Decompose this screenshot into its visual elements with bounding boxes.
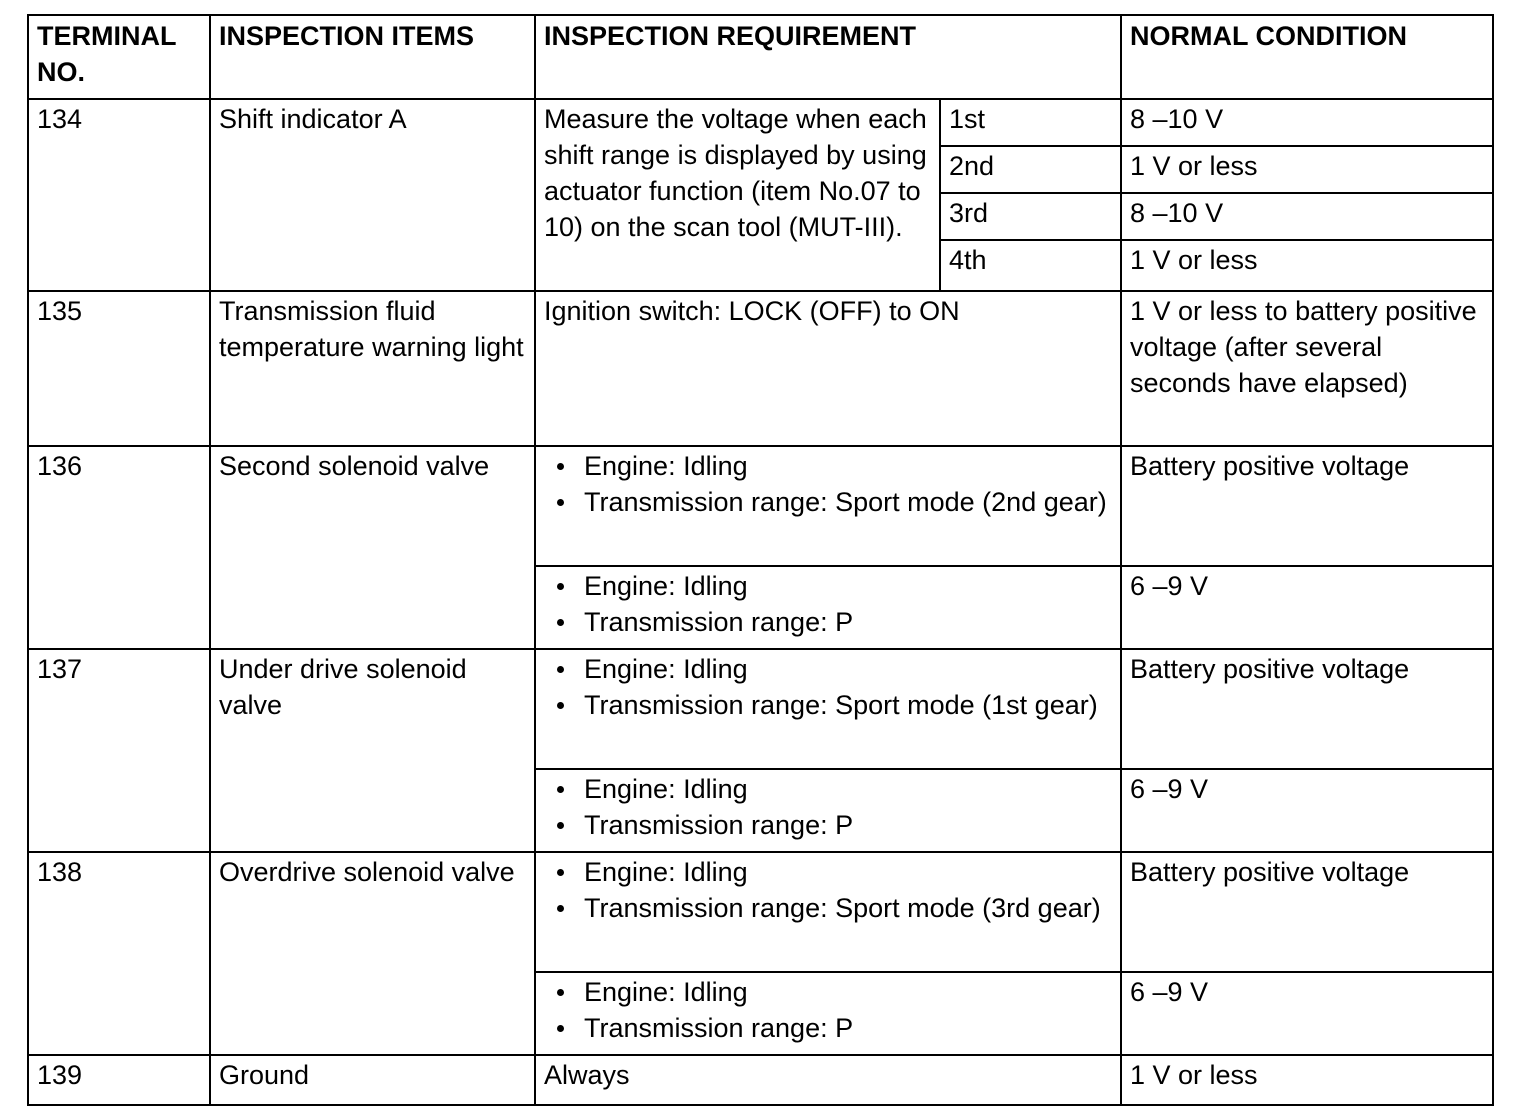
condition-cell: Battery positive voltage bbox=[1121, 446, 1493, 566]
item-cell: Ground bbox=[210, 1055, 535, 1105]
shift-range-cell: 1st bbox=[940, 99, 1121, 146]
condition-cell: 1 V or less to battery positive voltage (after several seconds have elapsed) bbox=[1121, 291, 1493, 446]
condition-cell: 6 –9 V bbox=[1121, 769, 1493, 852]
header-inspection-requirement: INSPECTION REQUIREMENT bbox=[535, 15, 1121, 99]
shift-range-cell: 2nd bbox=[940, 146, 1121, 193]
list-item: Engine: Idling bbox=[584, 448, 1112, 484]
list-item: Engine: Idling bbox=[584, 974, 1112, 1010]
list-item: Engine: Idling bbox=[584, 771, 1112, 807]
list-item: Engine: Idling bbox=[584, 651, 1112, 687]
condition-cell: 8 –10 V bbox=[1121, 193, 1493, 240]
list-item: Engine: Idling bbox=[584, 854, 1112, 890]
condition-cell: 1 V or less bbox=[1121, 146, 1493, 193]
terminal-cell: 134 bbox=[28, 99, 210, 291]
requirement-cell: Ignition switch: LOCK (OFF) to ON bbox=[535, 291, 1121, 446]
item-cell: Second solenoid valve bbox=[210, 446, 535, 649]
list-item: Transmission range: P bbox=[584, 807, 1112, 843]
table-row bbox=[28, 852, 1493, 972]
table-row bbox=[28, 99, 1493, 146]
requirement-cell bbox=[535, 649, 1121, 769]
table-row bbox=[28, 1055, 1493, 1105]
requirement-cell: Measure the voltage when each shift range is displayed by using actuator function (item No.07 to 10) on the scan tool (MUT-III). bbox=[535, 99, 940, 291]
requirement-list bbox=[544, 854, 1112, 926]
terminal-cell: 138 bbox=[28, 852, 210, 1055]
terminal-cell: 135 bbox=[28, 291, 210, 446]
requirement-cell bbox=[535, 446, 1121, 566]
item-cell: Shift indicator A bbox=[210, 99, 535, 291]
item-cell: Overdrive solenoid valve bbox=[210, 852, 535, 1055]
condition-cell: 6 –9 V bbox=[1121, 566, 1493, 649]
requirement-list bbox=[544, 974, 1112, 1046]
list-item: Engine: Idling bbox=[584, 568, 1112, 604]
requirement-cell bbox=[535, 566, 1121, 649]
header-inspection-items: INSPECTION ITEMS bbox=[210, 15, 535, 99]
header-terminal-no: TERMINAL NO. bbox=[28, 15, 210, 99]
terminal-cell: 139 bbox=[28, 1055, 210, 1105]
list-item: Transmission range: P bbox=[584, 1010, 1112, 1046]
terminal-cell: 136 bbox=[28, 446, 210, 649]
condition-cell: Battery positive voltage bbox=[1121, 852, 1493, 972]
list-item: Transmission range: Sport mode (1st gear) bbox=[584, 687, 1112, 723]
condition-cell: 6 –9 V bbox=[1121, 972, 1493, 1055]
shift-range-cell: 4th bbox=[940, 240, 1121, 291]
list-item: Transmission range: P bbox=[584, 604, 1112, 640]
requirement-list bbox=[544, 568, 1112, 640]
header-row bbox=[28, 15, 1493, 99]
item-cell: Transmission fluid temperature warning light bbox=[210, 291, 535, 446]
condition-cell: 8 –10 V bbox=[1121, 99, 1493, 146]
requirement-list bbox=[544, 771, 1112, 843]
table-row bbox=[28, 446, 1493, 566]
item-cell: Under drive solenoid valve bbox=[210, 649, 535, 852]
requirement-cell bbox=[535, 852, 1121, 972]
requirement-cell bbox=[535, 769, 1121, 852]
terminal-inspection-table bbox=[27, 14, 1494, 1106]
condition-cell: Battery positive voltage bbox=[1121, 649, 1493, 769]
shift-range-cell: 3rd bbox=[940, 193, 1121, 240]
table-row bbox=[28, 291, 1493, 446]
header-normal-condition: NORMAL CONDITION bbox=[1121, 15, 1493, 99]
requirement-list bbox=[544, 448, 1112, 520]
requirement-cell bbox=[535, 972, 1121, 1055]
table-row bbox=[28, 649, 1493, 769]
requirement-cell: Always bbox=[535, 1055, 1121, 1105]
requirement-list bbox=[544, 651, 1112, 723]
list-item: Transmission range: Sport mode (2nd gear) bbox=[584, 484, 1112, 520]
condition-cell: 1 V or less bbox=[1121, 1055, 1493, 1105]
condition-cell: 1 V or less bbox=[1121, 240, 1493, 291]
terminal-cell: 137 bbox=[28, 649, 210, 852]
list-item: Transmission range: Sport mode (3rd gear) bbox=[584, 890, 1112, 926]
